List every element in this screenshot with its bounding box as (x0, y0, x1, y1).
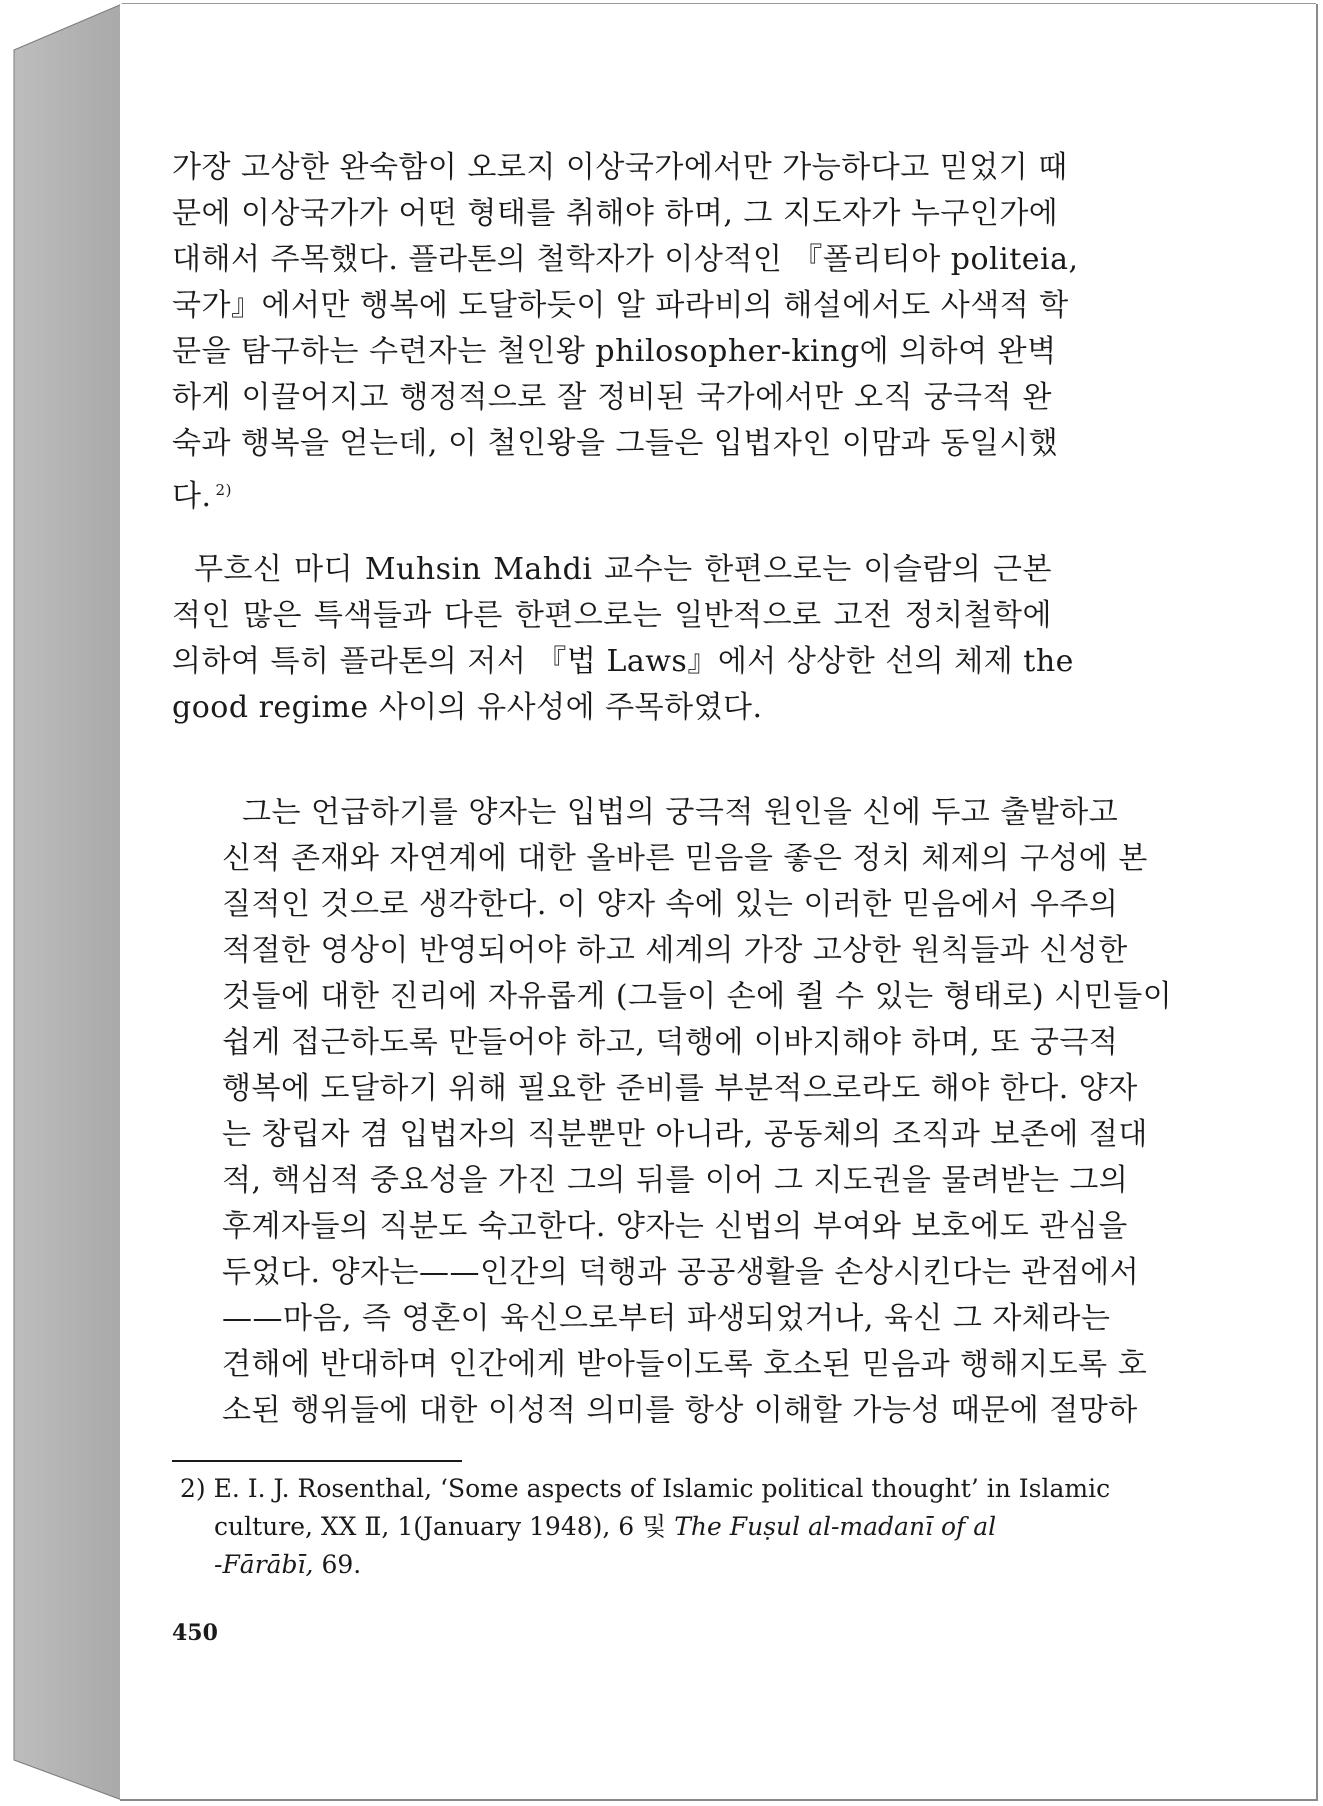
body-line (172, 472, 232, 515)
quote-line: 는 창립자 겸 입법자의 직분뿐만 아니라, 공동체의 조직과 보존에 절대 (222, 1117, 1148, 1152)
body-line: 대해서 주목했다. 플라톤의 철학자가 이상적인 『폴리티아 politeia, (172, 242, 1079, 277)
quote-line: 쉽게 접근하도록 만들어야 하고, 덕행에 이바지해야 하며, 또 궁극적 (222, 1025, 1119, 1060)
quote-line: 적, 핵심적 중요성을 가진 그의 뒤를 이어 그 지도권을 물려받는 그의 (222, 1163, 1129, 1198)
footnote-text: culture, XX Ⅱ, 1(January 1948), 6 및 (214, 1512, 675, 1541)
quote-line: 후계자들의 직분도 숙고한다. 양자는 신법의 부여와 보호에도 관심을 (222, 1209, 1128, 1244)
footnote-line (214, 1510, 996, 1544)
body-line: 국가』에서만 행복에 도달하듯이 알 파라비의 해설에서도 사색적 학 (172, 288, 1069, 323)
body-line: good regime 사이의 유사성에 주목하였다. (172, 690, 763, 725)
footnote-text: 69. (313, 1550, 362, 1579)
body-line: 의하여 특히 플라톤의 저서 『법 Laws』에서 상상한 선의 체제 the (172, 644, 1074, 679)
quote-line: 행복에 도달하기 위해 필요한 준비를 부분적으로라도 해야 한다. 양자 (222, 1071, 1138, 1106)
quote-line: 적절한 영상이 반영되어야 하고 세계의 가장 고상한 원칙들과 신성한 (222, 933, 1128, 968)
body-line: 문을 탐구하는 수련자는 철인왕 philosopher-king에 의하여 완벽 (172, 334, 1057, 369)
footnote-separator (172, 1460, 462, 1462)
body-line: 무흐신 마디 Muhsin Mahdi 교수는 한편으로는 이슬람의 근본 (194, 552, 1052, 587)
footnote-title: -Fārābī, (214, 1550, 314, 1579)
body-line: 문에 이상국가가 어떤 형태를 취해야 하며, 그 지도자가 누구인가에 (172, 196, 1059, 231)
page-number: 450 (172, 1620, 218, 1646)
quote-line: 소된 행위들에 대한 이성적 의미를 항상 이해할 가능성 때문에 절망하 (222, 1393, 1138, 1428)
body-line: 숙과 행복을 얻는데, 이 철인왕을 그들은 입법자인 이맘과 동일시했 (172, 426, 1059, 461)
quote-line: 그는 언급하기를 양자는 입법의 궁극적 원인을 신에 두고 출발하고 (242, 795, 1119, 830)
body-line-text: 다. (172, 479, 212, 514)
body-line: 가장 고상한 완숙함이 오로지 이상국가에서만 가능하다고 믿었기 때 (172, 150, 1068, 185)
quote-line: 두었다. 양자는——인간의 덕행과 공공생활을 손상시킨다는 관점에서 (222, 1255, 1140, 1290)
body-line: 하게 이끌어지고 행정적으로 잘 정비된 국가에서만 오직 궁극적 완 (172, 380, 1052, 415)
quote-line: 것들에 대한 진리에 자유롭게 (그들이 손에 쥘 수 있는 형태로) 시민들이 (222, 979, 1173, 1014)
quote-line: ——마음, 즉 영혼이 육신으로부터 파생되었거나, 육신 그 자체라는 (222, 1301, 1111, 1336)
footnote-line (214, 1548, 361, 1582)
quote-line: 신적 존재와 자연계에 대한 올바른 믿음을 좋은 정치 체제의 구성에 본 (222, 841, 1148, 876)
footnote-line (180, 1472, 1110, 1506)
footnote-text: 2) E. I. J. Rosenthal, ‘Some aspects of Islamic political thought’ in Islamic (180, 1474, 1111, 1503)
body-line: 적인 많은 특색들과 다른 한편으로는 일반적으로 고전 정치철학에 (172, 598, 1052, 633)
footnote-ref: 2) (215, 481, 232, 499)
quote-line: 견해에 반대하며 인간에게 받아들이도록 호소된 믿음과 행해지도록 호 (222, 1347, 1148, 1382)
quote-line: 질적인 것으로 생각한다. 이 양자 속에 있는 이러한 믿음에서 우주의 (222, 887, 1119, 922)
footnote-title: The Fuṣul al-madanī of al (674, 1512, 997, 1541)
